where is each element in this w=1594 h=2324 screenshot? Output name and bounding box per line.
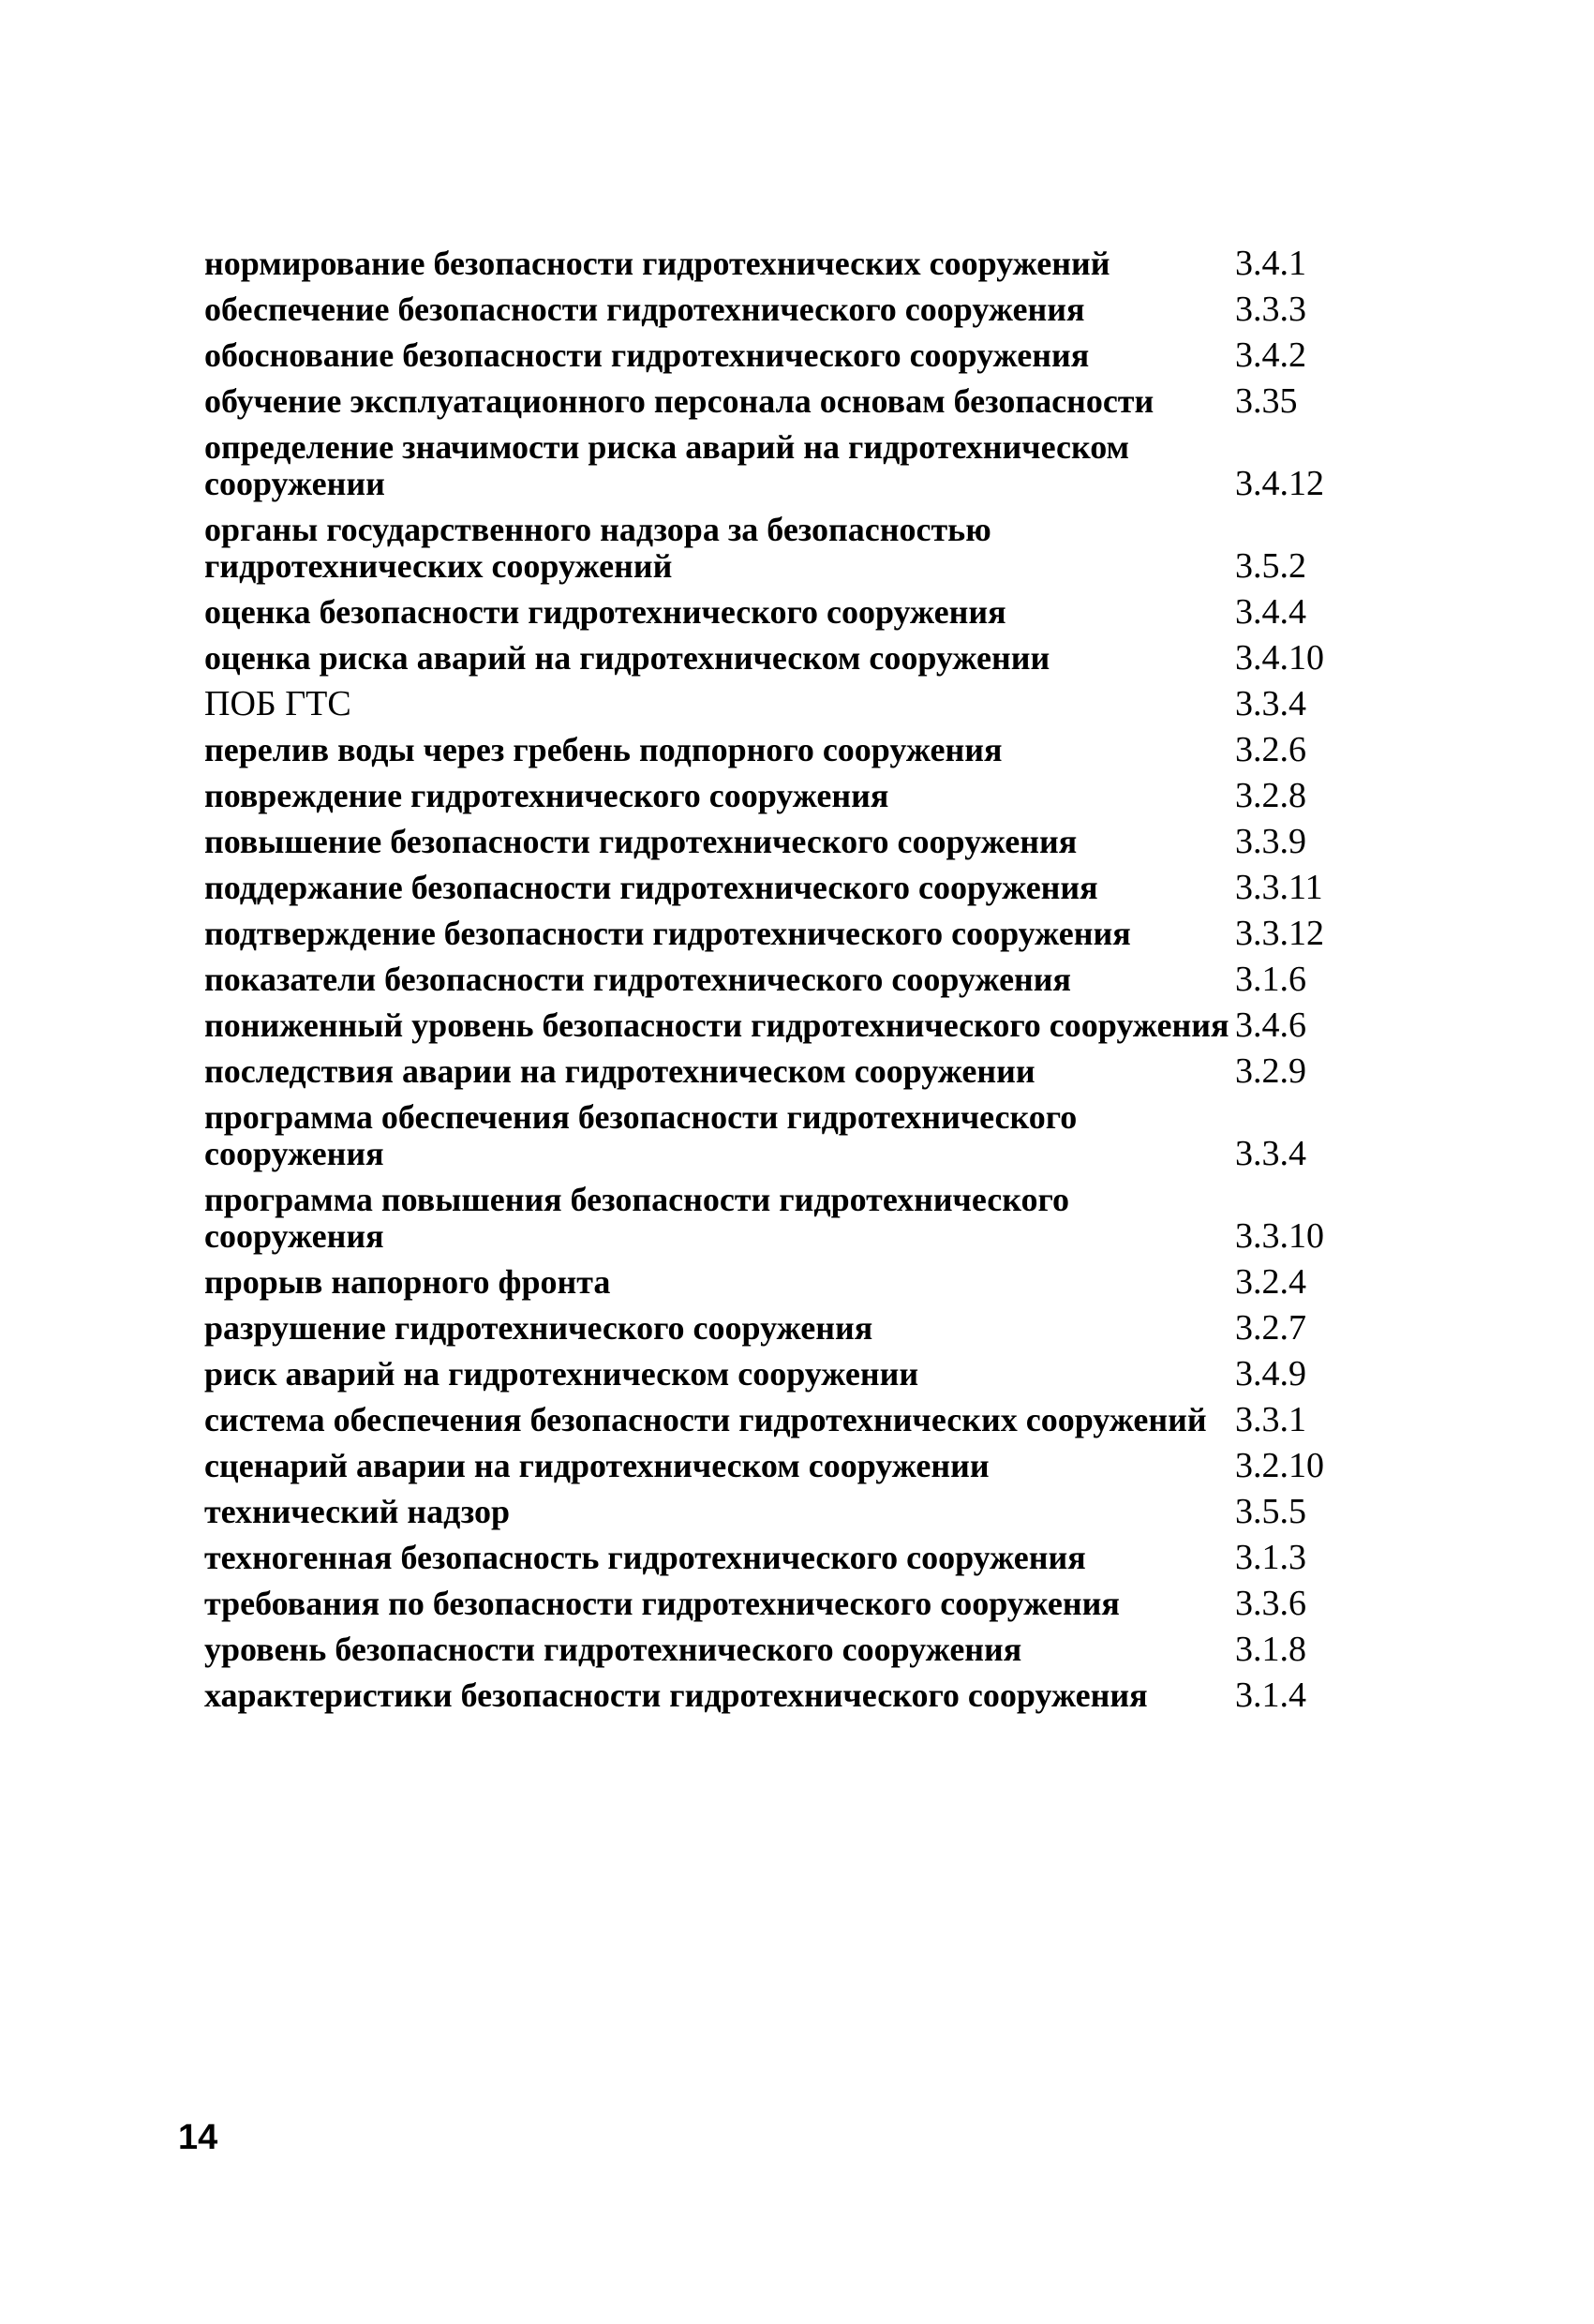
index-entry [204, 640, 1423, 677]
index-entry [204, 1310, 1423, 1347]
index-ref: 3.3.3 [1235, 290, 1306, 329]
index-ref: 3.2.9 [1235, 1051, 1306, 1091]
index-term: обеспечение безопасности гидротехнического сооружения [204, 290, 1085, 328]
index-ref: 3.4.9 [1235, 1354, 1306, 1393]
index-ref: 3.2.8 [1235, 776, 1306, 815]
index-entry [204, 1182, 1423, 1255]
index-term: сценарий аварии на гидротехническом сооружении [204, 1447, 990, 1484]
index-ref: 3.3.4 [1235, 684, 1306, 723]
index-term: органы государственного надзора за безопасностью гидротехнических сооружений [204, 511, 991, 585]
term-index-list [204, 246, 1423, 1723]
index-term: обучение эксплуатационного персонала основам безопасности [204, 382, 1155, 420]
index-term: техногенная безопасность гидротехнического сооружения [204, 1539, 1086, 1576]
index-entry [204, 1677, 1423, 1714]
index-ref: 3.2.7 [1235, 1308, 1306, 1348]
index-entry [204, 961, 1423, 998]
index-ref: 3.2.10 [1235, 1446, 1324, 1485]
index-term: пониженный уровень безопасности гидротехнического сооружения [204, 1006, 1229, 1044]
index-entry [204, 1264, 1423, 1301]
index-term: подтверждение безопасности гидротехнического сооружения [204, 915, 1131, 952]
index-ref: 3.2.6 [1235, 730, 1306, 769]
index-entry [204, 916, 1423, 952]
index-term: программа повышения безопасности гидротехнического сооружения [204, 1181, 1069, 1255]
index-ref: 3.35 [1235, 381, 1298, 421]
index-entry [204, 1586, 1423, 1622]
index-entry [204, 1494, 1423, 1530]
index-ref: 3.3.4 [1235, 1134, 1306, 1173]
index-ref: 3.3.6 [1235, 1584, 1306, 1623]
index-entry [204, 246, 1423, 282]
index-entry [204, 1356, 1423, 1393]
index-term: показатели безопасности гидротехнического сооружения [204, 961, 1072, 998]
index-term: нормирование безопасности гидротехнических сооружений [204, 245, 1110, 282]
index-ref: 3.3.11 [1235, 868, 1323, 907]
index-term: программа обеспечения безопасности гидротехнического сооружения [204, 1098, 1078, 1172]
index-term: повреждение гидротехнического сооружения [204, 777, 889, 814]
index-term: оценка безопасности гидротехнического сооружения [204, 593, 1006, 631]
page-number: 14 [178, 2118, 218, 2157]
index-entry [204, 1631, 1423, 1668]
index-term: последствия аварии на гидротехническом сооружении [204, 1052, 1035, 1090]
index-entry [204, 594, 1423, 631]
index-term: ПОБ ГТС [204, 684, 351, 723]
index-ref: 3.4.1 [1235, 244, 1306, 283]
index-term: уровень безопасности гидротехнического сооружения [204, 1631, 1022, 1668]
index-ref: 3.1.6 [1235, 960, 1306, 999]
index-entry [204, 1448, 1423, 1484]
index-ref: 3.4.12 [1235, 464, 1324, 503]
index-entry [204, 778, 1423, 814]
index-ref: 3.1.3 [1235, 1538, 1306, 1577]
index-entry [204, 732, 1423, 768]
index-entry [204, 512, 1423, 585]
index-ref: 3.4.6 [1235, 1006, 1306, 1045]
index-entry [204, 1053, 1423, 1090]
index-ref: 3.3.10 [1235, 1216, 1324, 1256]
index-ref: 3.5.2 [1235, 546, 1306, 586]
index-ref: 3.5.5 [1235, 1492, 1306, 1531]
index-entry [204, 1402, 1423, 1438]
index-term: технический надзор [204, 1493, 511, 1530]
index-entry [204, 824, 1423, 860]
index-term: оценка риска аварий на гидротехническом сооружении [204, 639, 1050, 677]
index-term: требования по безопасности гидротехнического сооружения [204, 1585, 1120, 1622]
index-term: обоснование безопасности гидротехнического сооружения [204, 336, 1090, 374]
index-ref: 3.1.4 [1235, 1676, 1306, 1715]
index-ref: 3.1.8 [1235, 1630, 1306, 1669]
index-ref: 3.3.1 [1235, 1400, 1306, 1439]
index-ref: 3.4.10 [1235, 638, 1324, 678]
index-entry [204, 870, 1423, 906]
index-entry [204, 291, 1423, 328]
index-entry [204, 429, 1423, 502]
index-term: разрушение гидротехнического сооружения [204, 1309, 873, 1347]
index-term: определение значимости риска аварий на гидротехническом сооружении [204, 428, 1130, 502]
index-ref: 3.4.2 [1235, 335, 1306, 375]
index-entry [204, 1540, 1423, 1576]
index-ref: 3.3.12 [1235, 914, 1324, 953]
index-term: поддержание безопасности гидротехнического сооружения [204, 869, 1098, 906]
index-entry [204, 686, 1423, 723]
index-term: прорыв напорного фронта [204, 1263, 611, 1301]
index-ref: 3.3.9 [1235, 822, 1306, 861]
index-ref: 3.2.4 [1235, 1262, 1306, 1302]
index-term: риск аварий на гидротехническом сооружении [204, 1355, 919, 1393]
index-entry [204, 1007, 1423, 1044]
index-term: перелив воды через гребень подпорного сооружения [204, 731, 1003, 768]
index-entry [204, 383, 1423, 420]
index-term: система обеспечения безопасности гидротехнических сооружений [204, 1401, 1207, 1438]
index-term: повышение безопасности гидротехнического сооружения [204, 823, 1078, 860]
index-entry [204, 337, 1423, 374]
index-ref: 3.4.4 [1235, 592, 1306, 632]
index-term: характеристики безопасности гидротехнического сооружения [204, 1676, 1148, 1714]
index-entry [204, 1099, 1423, 1172]
